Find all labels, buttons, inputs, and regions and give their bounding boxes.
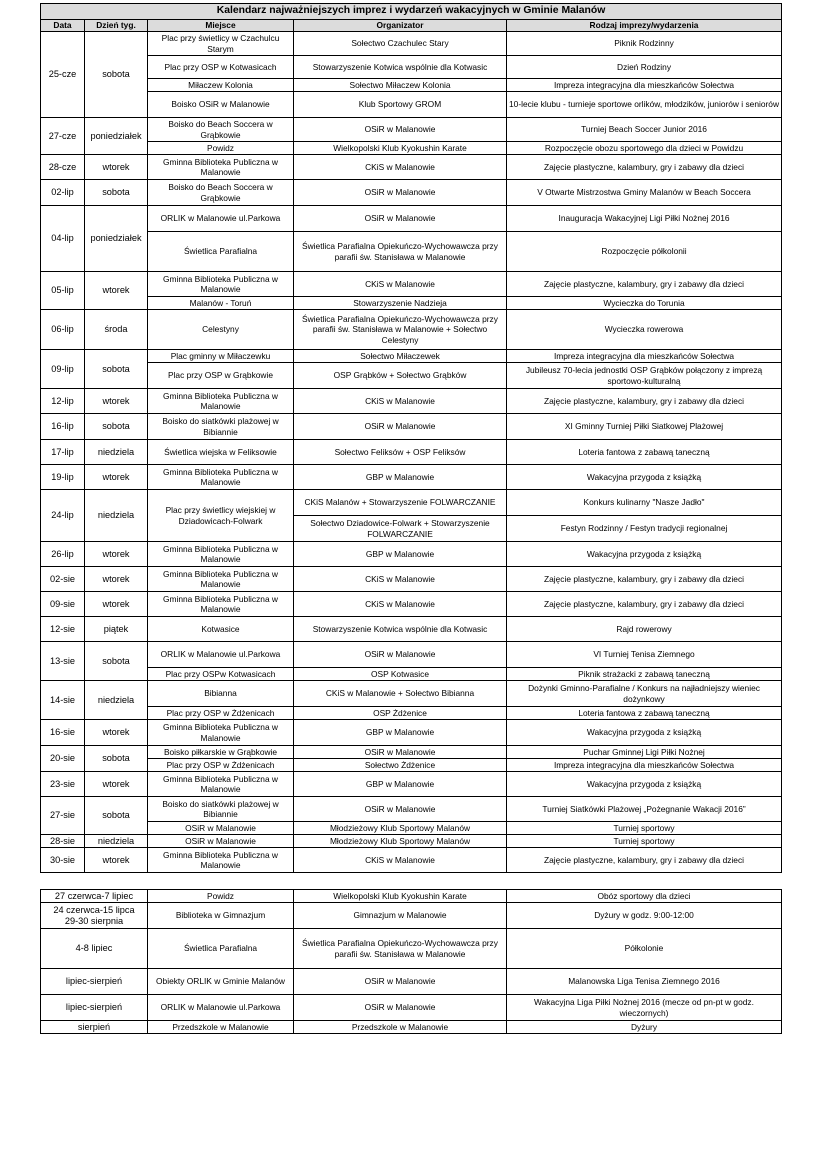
event-cell: Zajęcie plastyczne, kalambury, gry i zabawy dla dzieci xyxy=(507,155,782,180)
table-row xyxy=(41,118,782,142)
table-row xyxy=(41,142,782,155)
place-cell: Plac przy OSP w Żdżenicach xyxy=(148,759,294,772)
organizer-cell: Sołectwo Miłaczew Kolonia xyxy=(294,79,507,92)
organizer-cell: OSP Żdżenice xyxy=(294,707,507,720)
organizer-cell: GBP w Malanowie xyxy=(294,720,507,746)
day-cell: piątek xyxy=(85,617,148,642)
place-cell: Gminna Biblioteka Publiczna w Malanowie xyxy=(148,465,294,490)
place-cell: Gminna Biblioteka Publiczna w Malanowie xyxy=(148,848,294,873)
event-cell: Zajęcie plastyczne, kalambury, gry i zabawy dla dzieci xyxy=(507,389,782,414)
place-cell: ORLIK w Malanowie ul.Parkowa xyxy=(148,206,294,232)
place-cell: Plac gminny w Miłaczewku xyxy=(148,350,294,363)
place-cell: Gminna Biblioteka Publiczna w Malanowie xyxy=(148,772,294,797)
table-row xyxy=(41,592,782,617)
organizer-cell: Stowarzyszenie Kotwica wspólnie dla Kotwasic xyxy=(294,617,507,642)
date-cell: 30-sie xyxy=(41,848,85,873)
event-cell: Turniej sportowy xyxy=(507,822,782,835)
organizer-cell: Sołectwo Feliksów + OSP Feliksów xyxy=(294,440,507,465)
header-event: Rodzaj imprezy/wydarzenia xyxy=(507,20,782,32)
organizer-cell: OSiR w Malanowie xyxy=(294,118,507,142)
event-cell: Wakacyjna przygoda z książką xyxy=(507,465,782,490)
place-cell: Gminna Biblioteka Publiczna w Malanowie xyxy=(148,542,294,567)
table-row xyxy=(41,969,782,995)
date-cell: 09-lip xyxy=(41,350,85,389)
organizer-cell: Młodzieżowy Klub Sportowy Malanów xyxy=(294,822,507,835)
table-row xyxy=(41,797,782,822)
organizer-cell: Przedszkole w Malanowie xyxy=(294,1021,507,1034)
event-cell: Dożynki Gminno-Parafialne / Konkurs na najładniejszy wieniec dożynkowy xyxy=(507,681,782,707)
place-cell: Plac przy OSP w Kotwasicach xyxy=(148,56,294,79)
table-row xyxy=(41,668,782,681)
table-row xyxy=(41,542,782,567)
table-row xyxy=(41,389,782,414)
place-cell: Boisko do siatkówki plażowej w Bibiannie xyxy=(148,797,294,822)
day-cell: środa xyxy=(85,310,148,350)
organizer-cell: OSiR w Malanowie xyxy=(294,642,507,668)
event-cell: Turniej Beach Soccer Junior 2016 xyxy=(507,118,782,142)
day-cell: wtorek xyxy=(85,465,148,490)
table-row xyxy=(41,350,782,363)
table-row xyxy=(41,746,782,759)
organizer-cell: CKiS w Malanowie xyxy=(294,567,507,592)
day-cell: poniedziałek xyxy=(85,118,148,155)
event-cell: Dyżury w godz. 9:00-12:00 xyxy=(507,903,782,929)
table-row xyxy=(41,465,782,490)
event-cell: Puchar Gminnej Ligi Piłki Nożnej xyxy=(507,746,782,759)
period-cell: 27 czerwca-7 lipiec xyxy=(41,890,148,903)
organizer-cell: CKiS Malanów + Stowarzyszenie FOLWARCZANIE xyxy=(294,490,507,516)
place-cell: Celestyny xyxy=(148,310,294,350)
day-cell: sobota xyxy=(85,350,148,389)
header-day: Dzień tyg. xyxy=(85,20,148,32)
date-cell: 14-sie xyxy=(41,681,85,720)
place-cell: Boisko do siatkówki plażowej w Bibiannie xyxy=(148,414,294,440)
table-row xyxy=(41,310,782,350)
table-row xyxy=(41,835,782,848)
table-row xyxy=(41,206,782,232)
event-cell: Rajd rowerowy xyxy=(507,617,782,642)
date-cell: 26-lip xyxy=(41,542,85,567)
table-row xyxy=(41,1021,782,1034)
page-title: Kalendarz najważniejszych imprez i wydarzeń wakacyjnych w Gminie Malanów xyxy=(41,4,782,20)
table-row xyxy=(41,363,782,389)
date-cell: 04-lip xyxy=(41,206,85,272)
event-cell: Loteria fantowa z zabawą taneczną xyxy=(507,707,782,720)
table-row xyxy=(41,567,782,592)
place-cell: Powidz xyxy=(148,142,294,155)
table-row xyxy=(41,890,782,903)
day-cell: niedziela xyxy=(85,440,148,465)
day-cell: poniedziałek xyxy=(85,206,148,272)
organizer-cell: GBP w Malanowie xyxy=(294,542,507,567)
event-cell: Wakacyjna przygoda z książką xyxy=(507,542,782,567)
event-cell: V Otwarte Mistrzostwa Gminy Malanów w Beach Soccera xyxy=(507,180,782,206)
event-cell: Turniej Siatkówki Plażowej „Pożegnanie Wakacji 2016” xyxy=(507,797,782,822)
organizer-cell: Wielkopolski Klub Kyokushin Karate xyxy=(294,890,507,903)
date-cell: 06-lip xyxy=(41,310,85,350)
header-organizer: Organizator xyxy=(294,20,507,32)
period-cell: sierpień xyxy=(41,1021,148,1034)
day-cell: niedziela xyxy=(85,681,148,720)
event-cell: Jubileusz 70-lecia jednostki OSP Grąbków połączony z imprezą sportowo-kulturalną xyxy=(507,363,782,389)
date-cell: 24-lip xyxy=(41,490,85,542)
date-cell: 27-cze xyxy=(41,118,85,155)
place-cell: Świetlica wiejska w Feliksowie xyxy=(148,440,294,465)
date-cell: 12-sie xyxy=(41,617,85,642)
date-cell: 13-sie xyxy=(41,642,85,681)
organizer-cell: CKiS w Malanowie xyxy=(294,389,507,414)
day-cell: wtorek xyxy=(85,542,148,567)
event-cell: Półkolonie xyxy=(507,929,782,969)
event-cell: Rozpoczęcie półkolonii xyxy=(507,232,782,272)
extra-events-table xyxy=(40,889,782,1034)
organizer-cell: OSiR w Malanowie xyxy=(294,797,507,822)
calendar-sheet xyxy=(40,3,781,1034)
date-cell: 02-sie xyxy=(41,567,85,592)
event-cell: Wakacyjna przygoda z książką xyxy=(507,772,782,797)
organizer-cell: CKiS w Malanowie + Sołectwo Bibianna xyxy=(294,681,507,707)
event-cell: Zajęcie plastyczne, kalambury, gry i zabawy dla dzieci xyxy=(507,592,782,617)
date-cell: 20-sie xyxy=(41,746,85,772)
date-cell: 28-cze xyxy=(41,155,85,180)
table-row xyxy=(41,617,782,642)
event-cell: Zajęcie plastyczne, kalambury, gry i zabawy dla dzieci xyxy=(507,848,782,873)
organizer-cell: Gimnazjum w Malanowie xyxy=(294,903,507,929)
day-cell: wtorek xyxy=(85,567,148,592)
event-cell: Malanowska Liga Tenisa Ziemnego 2016 xyxy=(507,969,782,995)
organizer-cell: Stowarzyszenie Nadzieja xyxy=(294,297,507,310)
event-cell: Zajęcie plastyczne, kalambury, gry i zabawy dla dzieci xyxy=(507,272,782,297)
period-cell: lipiec-sierpień xyxy=(41,969,148,995)
organizer-cell: Młodzieżowy Klub Sportowy Malanów xyxy=(294,835,507,848)
organizer-cell: OSiR w Malanowie xyxy=(294,206,507,232)
organizer-cell: Sołectwo Dziadowice-Folwark + Stowarzyszenie FOLWARCZANIE xyxy=(294,516,507,542)
event-cell: 10-lecie klubu - turnieje sportowe orlików, młodzików, juniorów i seniorów xyxy=(507,92,782,118)
organizer-cell: OSP Grąbków + Sołectwo Grąbków xyxy=(294,363,507,389)
place-cell: Przedszkole w Malanowie xyxy=(148,1021,294,1034)
day-cell: sobota xyxy=(85,642,148,681)
table-row xyxy=(41,297,782,310)
organizer-cell: Świetlica Parafialna Opiekuńczo-Wychowawcza przy parafii św. Stanisława w Malanowie xyxy=(294,232,507,272)
date-cell: 27-sie xyxy=(41,797,85,835)
events-body xyxy=(41,32,782,873)
table-row xyxy=(41,848,782,873)
place-cell: ORLIK w Malanowie ul.Parkowa xyxy=(148,995,294,1021)
table-row xyxy=(41,772,782,797)
event-cell: Turniej sportowy xyxy=(507,835,782,848)
place-cell: Boisko do Beach Soccera w Grąbkowie xyxy=(148,180,294,206)
place-cell: Gminna Biblioteka Publiczna w Malanowie xyxy=(148,720,294,746)
place-cell: Boisko piłkarskie w Grąbkowie xyxy=(148,746,294,759)
place-cell: Plac przy OSP w Żdżenicach xyxy=(148,707,294,720)
date-cell: 28-sie xyxy=(41,835,85,848)
table-row xyxy=(41,155,782,180)
organizer-cell: GBP w Malanowie xyxy=(294,465,507,490)
event-cell: Wakacyjna Liga Piłki Nożnej 2016 (mecze od pn-pt w godz. wieczornych) xyxy=(507,995,782,1021)
day-cell: wtorek xyxy=(85,155,148,180)
table-row xyxy=(41,707,782,720)
table-row xyxy=(41,759,782,772)
day-cell: niedziela xyxy=(85,835,148,848)
organizer-cell: Świetlica Parafialna Opiekuńczo-Wychowawcza przy parafii św. Stanisława w Malanowie xyxy=(294,929,507,969)
organizer-cell: CKiS w Malanowie xyxy=(294,272,507,297)
header-row xyxy=(41,20,782,32)
period-cell: lipiec-sierpień xyxy=(41,995,148,1021)
date-cell: 05-lip xyxy=(41,272,85,310)
event-cell: Wakacyjna przygoda z książką xyxy=(507,720,782,746)
event-cell: Loteria fantowa z zabawą taneczną xyxy=(507,440,782,465)
place-cell: Plac przy OSPw Kotwasicach xyxy=(148,668,294,681)
place-cell: Boisko OSiR w Malanowie xyxy=(148,92,294,118)
place-cell: Obiekty ORLIK w Gminie Malanów xyxy=(148,969,294,995)
table-row xyxy=(41,440,782,465)
place-cell: Świetlica Parafialna xyxy=(148,929,294,969)
place-cell: Gminna Biblioteka Publiczna w Malanowie xyxy=(148,592,294,617)
place-cell: Plac przy OSP w Grąbkowie xyxy=(148,363,294,389)
day-cell: wtorek xyxy=(85,272,148,310)
period-cell: 24 czerwca-15 lipca 29-30 sierpnia xyxy=(41,903,148,929)
event-cell: Wycieczka rowerowa xyxy=(507,310,782,350)
day-cell: sobota xyxy=(85,797,148,835)
table-row xyxy=(41,822,782,835)
event-cell: Rozpoczęcie obozu sportowego dla dzieci w Powidzu xyxy=(507,142,782,155)
place-cell: Plac przy świetlicy w Czachulcu Starym xyxy=(148,32,294,56)
day-cell: wtorek xyxy=(85,389,148,414)
event-cell: Piknik Rodzinny xyxy=(507,32,782,56)
event-cell: Inauguracja Wakacyjnej Ligi Piłki Nożnej 2016 xyxy=(507,206,782,232)
day-cell: sobota xyxy=(85,180,148,206)
table-row xyxy=(41,642,782,668)
day-cell: sobota xyxy=(85,414,148,440)
event-cell: Dzień Rodziny xyxy=(507,56,782,79)
table-row xyxy=(41,272,782,297)
event-cell: Impreza integracyjna dla mieszkańców Sołectwa xyxy=(507,79,782,92)
place-cell: OSiR w Malanowie xyxy=(148,822,294,835)
date-cell: 09-sie xyxy=(41,592,85,617)
events-table xyxy=(40,3,782,873)
title-row xyxy=(41,4,782,20)
period-cell: 4-8 lipiec xyxy=(41,929,148,969)
organizer-cell: OSiR w Malanowie xyxy=(294,969,507,995)
organizer-cell: Sołectwo Żdżenice xyxy=(294,759,507,772)
place-cell: Gminna Biblioteka Publiczna w Malanowie xyxy=(148,389,294,414)
event-cell: Piknik strażacki z zabawą taneczną xyxy=(507,668,782,681)
date-cell: 17-lip xyxy=(41,440,85,465)
day-cell: sobota xyxy=(85,746,148,772)
organizer-cell: Sołectwo Czachulec Stary xyxy=(294,32,507,56)
event-cell: XI Gminny Turniej Piłki Siatkowej Plażowej xyxy=(507,414,782,440)
organizer-cell: CKiS w Malanowie xyxy=(294,848,507,873)
table-row xyxy=(41,681,782,707)
event-cell: Dyżury xyxy=(507,1021,782,1034)
place-cell: Malanów - Toruń xyxy=(148,297,294,310)
date-cell: 25-cze xyxy=(41,32,85,118)
place-cell: Bibianna xyxy=(148,681,294,707)
organizer-cell: GBP w Malanowie xyxy=(294,772,507,797)
organizer-cell: Stowarzyszenie Kotwica wspólnie dla Kotwasic xyxy=(294,56,507,79)
event-cell: Obóz sportowy dla dzieci xyxy=(507,890,782,903)
event-cell: Konkurs kulinarny "Nasze Jadło" xyxy=(507,490,782,516)
event-cell: Festyn Rodzinny / Festyn tradycji regionalnej xyxy=(507,516,782,542)
table-row xyxy=(41,490,782,516)
date-cell: 02-lip xyxy=(41,180,85,206)
organizer-cell: CKiS w Malanowie xyxy=(294,592,507,617)
day-cell: wtorek xyxy=(85,848,148,873)
organizer-cell: OSiR w Malanowie xyxy=(294,746,507,759)
extra-events-body xyxy=(41,890,782,1034)
event-cell: VI Turniej Tenisa Ziemnego xyxy=(507,642,782,668)
event-cell: Impreza integracyjna dla mieszkańców Sołectwa xyxy=(507,759,782,772)
place-cell: OSiR w Malanowie xyxy=(148,835,294,848)
organizer-cell: OSiR w Malanowie xyxy=(294,180,507,206)
place-cell: Gminna Biblioteka Publiczna w Malanowie xyxy=(148,155,294,180)
event-cell: Zajęcie plastyczne, kalambury, gry i zabawy dla dzieci xyxy=(507,567,782,592)
organizer-cell: OSiR w Malanowie xyxy=(294,995,507,1021)
date-cell: 16-sie xyxy=(41,720,85,746)
place-cell: Powidz xyxy=(148,890,294,903)
place-cell: Biblioteka w Gimnazjum xyxy=(148,903,294,929)
date-cell: 19-lip xyxy=(41,465,85,490)
table-row xyxy=(41,929,782,969)
event-cell: Impreza integracyjna dla mieszkańców Sołectwa xyxy=(507,350,782,363)
header-place: Miejsce xyxy=(148,20,294,32)
organizer-cell: Klub Sportowy GROM xyxy=(294,92,507,118)
table-row xyxy=(41,720,782,746)
organizer-cell: Wielkopolski Klub Kyokushin Karate xyxy=(294,142,507,155)
place-cell: ORLIK w Malanowie ul.Parkowa xyxy=(148,642,294,668)
table-row xyxy=(41,414,782,440)
day-cell: sobota xyxy=(85,32,148,118)
table-row xyxy=(41,903,782,929)
place-cell: Gminna Biblioteka Publiczna w Malanowie xyxy=(148,272,294,297)
day-cell: wtorek xyxy=(85,592,148,617)
table-row xyxy=(41,32,782,56)
header-date: Data xyxy=(41,20,85,32)
day-cell: wtorek xyxy=(85,772,148,797)
table-row xyxy=(41,232,782,272)
place-cell: Świetlica Parafialna xyxy=(148,232,294,272)
table-row xyxy=(41,92,782,118)
organizer-cell: Świetlica Parafialna Opiekuńczo-Wychowawcza przy parafii św. Stanisława w Malanowie + Sołectwo Celestyny xyxy=(294,310,507,350)
table-row xyxy=(41,79,782,92)
place-cell: Boisko do Beach Soccera w Grąbkowie xyxy=(148,118,294,142)
date-cell: 12-lip xyxy=(41,389,85,414)
day-cell: wtorek xyxy=(85,720,148,746)
place-cell: Miłaczew Kolonia xyxy=(148,79,294,92)
table-row xyxy=(41,995,782,1021)
organizer-cell: OSiR w Malanowie xyxy=(294,414,507,440)
date-cell: 16-lip xyxy=(41,414,85,440)
organizer-cell: Sołectwo Miłaczewek xyxy=(294,350,507,363)
place-cell: Kotwasice xyxy=(148,617,294,642)
organizer-cell: CKiS w Malanowie xyxy=(294,155,507,180)
date-cell: 23-sie xyxy=(41,772,85,797)
organizer-cell: OSP Kotwasice xyxy=(294,668,507,681)
event-cell: Wycieczka do Torunia xyxy=(507,297,782,310)
table-row xyxy=(41,180,782,206)
place-cell: Plac przy świetlicy wiejskiej w Dziadowicach-Folwark xyxy=(148,490,294,542)
day-cell: niedziela xyxy=(85,490,148,542)
table-row xyxy=(41,56,782,79)
place-cell: Gminna Biblioteka Publiczna w Malanowie xyxy=(148,567,294,592)
